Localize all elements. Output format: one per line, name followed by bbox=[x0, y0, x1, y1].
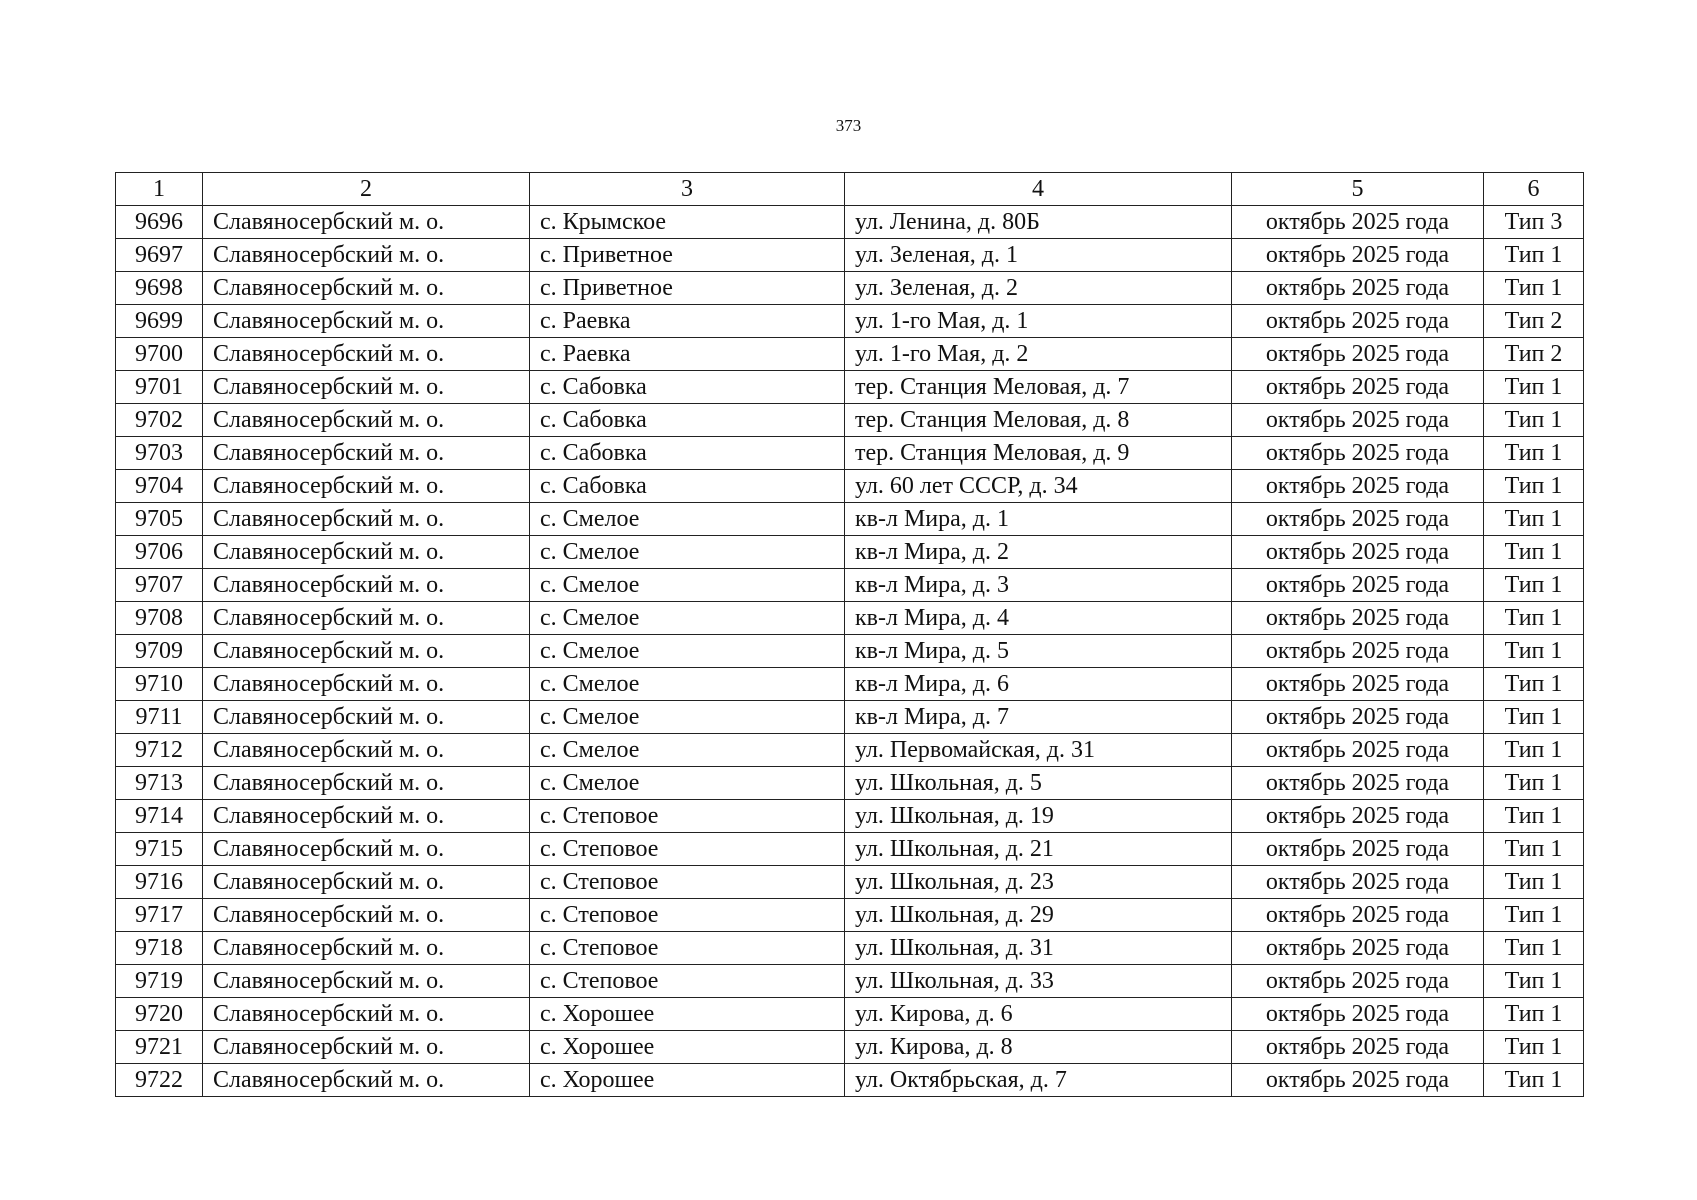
locality-cell: с. Хорошее bbox=[530, 998, 845, 1031]
row-number-cell: 9699 bbox=[116, 305, 203, 338]
address-cell: ул. 1-го Мая, д. 1 bbox=[845, 305, 1232, 338]
table-row bbox=[116, 338, 1584, 371]
row-number-cell: 9712 bbox=[116, 734, 203, 767]
table-row bbox=[116, 965, 1584, 998]
row-number-cell: 9705 bbox=[116, 503, 203, 536]
district-cell: Славяносербский м. о. bbox=[203, 1031, 530, 1064]
type-cell: Тип 1 bbox=[1484, 503, 1584, 536]
date-cell: октябрь 2025 года bbox=[1232, 338, 1484, 371]
locality-cell: с. Приветное bbox=[530, 239, 845, 272]
address-cell: тер. Станция Меловая, д. 9 bbox=[845, 437, 1232, 470]
locality-cell: с. Степовое bbox=[530, 800, 845, 833]
table-row bbox=[116, 734, 1584, 767]
table-row bbox=[116, 404, 1584, 437]
district-cell: Славяносербский м. о. bbox=[203, 470, 530, 503]
table-row bbox=[116, 701, 1584, 734]
row-number-cell: 9709 bbox=[116, 635, 203, 668]
row-number-cell: 9717 bbox=[116, 899, 203, 932]
locality-cell: с. Степовое bbox=[530, 932, 845, 965]
table-row bbox=[116, 800, 1584, 833]
locality-cell: с. Приветное bbox=[530, 272, 845, 305]
row-number-cell: 9711 bbox=[116, 701, 203, 734]
district-cell: Славяносербский м. о. bbox=[203, 602, 530, 635]
type-cell: Тип 1 bbox=[1484, 1064, 1584, 1097]
date-cell: октябрь 2025 года bbox=[1232, 305, 1484, 338]
row-number-cell: 9704 bbox=[116, 470, 203, 503]
table-row bbox=[116, 899, 1584, 932]
type-cell: Тип 1 bbox=[1484, 470, 1584, 503]
header-cell-2: 2 bbox=[203, 173, 530, 206]
type-cell: Тип 3 bbox=[1484, 206, 1584, 239]
type-cell: Тип 1 bbox=[1484, 569, 1584, 602]
district-cell: Славяносербский м. о. bbox=[203, 668, 530, 701]
table-row bbox=[116, 1031, 1584, 1064]
district-cell: Славяносербский м. о. bbox=[203, 371, 530, 404]
row-number-cell: 9722 bbox=[116, 1064, 203, 1097]
district-cell: Славяносербский м. о. bbox=[203, 206, 530, 239]
header-cell-6: 6 bbox=[1484, 173, 1584, 206]
date-cell: октябрь 2025 года bbox=[1232, 239, 1484, 272]
address-cell: ул. Зеленая, д. 1 bbox=[845, 239, 1232, 272]
locality-cell: с. Сабовка bbox=[530, 371, 845, 404]
address-cell: ул. Школьная, д. 23 bbox=[845, 866, 1232, 899]
district-cell: Славяносербский м. о. bbox=[203, 569, 530, 602]
date-cell: октябрь 2025 года bbox=[1232, 272, 1484, 305]
table-row bbox=[116, 569, 1584, 602]
date-cell: октябрь 2025 года bbox=[1232, 536, 1484, 569]
date-cell: октябрь 2025 года bbox=[1232, 734, 1484, 767]
address-cell: ул. Школьная, д. 29 bbox=[845, 899, 1232, 932]
locality-cell: с. Сабовка bbox=[530, 470, 845, 503]
row-number-cell: 9707 bbox=[116, 569, 203, 602]
locality-cell: с. Степовое bbox=[530, 833, 845, 866]
address-cell: кв-л Мира, д. 7 bbox=[845, 701, 1232, 734]
address-cell: ул. Ленина, д. 80Б bbox=[845, 206, 1232, 239]
table-row bbox=[116, 833, 1584, 866]
district-cell: Славяносербский м. о. bbox=[203, 239, 530, 272]
row-number-cell: 9700 bbox=[116, 338, 203, 371]
type-cell: Тип 2 bbox=[1484, 305, 1584, 338]
table-row bbox=[116, 503, 1584, 536]
address-cell: кв-л Мира, д. 2 bbox=[845, 536, 1232, 569]
row-number-cell: 9697 bbox=[116, 239, 203, 272]
table-row bbox=[116, 602, 1584, 635]
date-cell: октябрь 2025 года bbox=[1232, 569, 1484, 602]
row-number-cell: 9716 bbox=[116, 866, 203, 899]
district-cell: Славяносербский м. о. bbox=[203, 272, 530, 305]
locality-cell: с. Смелое bbox=[530, 767, 845, 800]
district-cell: Славяносербский м. о. bbox=[203, 1064, 530, 1097]
locality-cell: с. Сабовка bbox=[530, 437, 845, 470]
table-row bbox=[116, 866, 1584, 899]
header-row bbox=[116, 173, 1584, 206]
locality-cell: с. Смелое bbox=[530, 668, 845, 701]
address-cell: кв-л Мира, д. 4 bbox=[845, 602, 1232, 635]
type-cell: Тип 2 bbox=[1484, 338, 1584, 371]
address-cell: кв-л Мира, д. 5 bbox=[845, 635, 1232, 668]
date-cell: октябрь 2025 года bbox=[1232, 833, 1484, 866]
row-number-cell: 9701 bbox=[116, 371, 203, 404]
district-cell: Славяносербский м. о. bbox=[203, 338, 530, 371]
locality-cell: с. Сабовка bbox=[530, 404, 845, 437]
row-number-cell: 9718 bbox=[116, 932, 203, 965]
date-cell: октябрь 2025 года bbox=[1232, 932, 1484, 965]
row-number-cell: 9714 bbox=[116, 800, 203, 833]
address-cell: ул. Школьная, д. 19 bbox=[845, 800, 1232, 833]
table-row bbox=[116, 206, 1584, 239]
address-cell: ул. 60 лет СССР, д. 34 bbox=[845, 470, 1232, 503]
date-cell: октябрь 2025 года bbox=[1232, 899, 1484, 932]
row-number-cell: 9708 bbox=[116, 602, 203, 635]
locality-cell: с. Хорошее bbox=[530, 1064, 845, 1097]
table-row bbox=[116, 536, 1584, 569]
table-row bbox=[116, 272, 1584, 305]
type-cell: Тип 1 bbox=[1484, 899, 1584, 932]
row-number-cell: 9715 bbox=[116, 833, 203, 866]
address-cell: ул. Первомайская, д. 31 bbox=[845, 734, 1232, 767]
address-cell: ул. Октябрьская, д. 7 bbox=[845, 1064, 1232, 1097]
header-cell-4: 4 bbox=[845, 173, 1232, 206]
table-row bbox=[116, 437, 1584, 470]
type-cell: Тип 1 bbox=[1484, 734, 1584, 767]
type-cell: Тип 1 bbox=[1484, 998, 1584, 1031]
type-cell: Тип 1 bbox=[1484, 800, 1584, 833]
row-number-cell: 9703 bbox=[116, 437, 203, 470]
district-cell: Славяносербский м. о. bbox=[203, 833, 530, 866]
locality-cell: с. Раевка bbox=[530, 305, 845, 338]
address-cell: ул. Школьная, д. 31 bbox=[845, 932, 1232, 965]
table-body bbox=[116, 173, 1584, 1097]
row-number-cell: 9702 bbox=[116, 404, 203, 437]
date-cell: октябрь 2025 года bbox=[1232, 437, 1484, 470]
address-cell: кв-л Мира, д. 1 bbox=[845, 503, 1232, 536]
date-cell: октябрь 2025 года bbox=[1232, 371, 1484, 404]
date-cell: октябрь 2025 года bbox=[1232, 503, 1484, 536]
type-cell: Тип 1 bbox=[1484, 932, 1584, 965]
row-number-cell: 9721 bbox=[116, 1031, 203, 1064]
address-cell: ул. Кирова, д. 6 bbox=[845, 998, 1232, 1031]
district-cell: Славяносербский м. о. bbox=[203, 998, 530, 1031]
date-cell: октябрь 2025 года bbox=[1232, 668, 1484, 701]
table-row bbox=[116, 305, 1584, 338]
address-cell: тер. Станция Меловая, д. 8 bbox=[845, 404, 1232, 437]
table-row bbox=[116, 932, 1584, 965]
district-cell: Славяносербский м. о. bbox=[203, 899, 530, 932]
row-number-cell: 9713 bbox=[116, 767, 203, 800]
address-cell: кв-л Мира, д. 3 bbox=[845, 569, 1232, 602]
table-row bbox=[116, 635, 1584, 668]
date-cell: октябрь 2025 года bbox=[1232, 767, 1484, 800]
locality-cell: с. Смелое bbox=[530, 734, 845, 767]
date-cell: октябрь 2025 года bbox=[1232, 404, 1484, 437]
address-cell: ул. Кирова, д. 8 bbox=[845, 1031, 1232, 1064]
row-number-cell: 9698 bbox=[116, 272, 203, 305]
district-cell: Славяносербский м. о. bbox=[203, 404, 530, 437]
date-cell: октябрь 2025 года bbox=[1232, 965, 1484, 998]
date-cell: октябрь 2025 года bbox=[1232, 206, 1484, 239]
type-cell: Тип 1 bbox=[1484, 767, 1584, 800]
table-row bbox=[116, 998, 1584, 1031]
locality-cell: с. Смелое bbox=[530, 602, 845, 635]
table-row bbox=[116, 1064, 1584, 1097]
address-cell: ул. 1-го Мая, д. 2 bbox=[845, 338, 1232, 371]
district-cell: Славяносербский м. о. bbox=[203, 536, 530, 569]
locality-cell: с. Смелое bbox=[530, 635, 845, 668]
locality-cell: с. Смелое bbox=[530, 569, 845, 602]
locality-cell: с. Степовое bbox=[530, 866, 845, 899]
date-cell: октябрь 2025 года bbox=[1232, 635, 1484, 668]
district-cell: Славяносербский м. о. bbox=[203, 932, 530, 965]
district-cell: Славяносербский м. о. bbox=[203, 701, 530, 734]
date-cell: октябрь 2025 года bbox=[1232, 866, 1484, 899]
locality-cell: с. Смелое bbox=[530, 536, 845, 569]
date-cell: октябрь 2025 года bbox=[1232, 998, 1484, 1031]
date-cell: октябрь 2025 года bbox=[1232, 1064, 1484, 1097]
type-cell: Тип 1 bbox=[1484, 965, 1584, 998]
locality-cell: с. Хорошее bbox=[530, 1031, 845, 1064]
locality-cell: с. Смелое bbox=[530, 503, 845, 536]
type-cell: Тип 1 bbox=[1484, 668, 1584, 701]
type-cell: Тип 1 bbox=[1484, 866, 1584, 899]
row-number-cell: 9696 bbox=[116, 206, 203, 239]
type-cell: Тип 1 bbox=[1484, 404, 1584, 437]
type-cell: Тип 1 bbox=[1484, 1031, 1584, 1064]
locality-cell: с. Степовое bbox=[530, 965, 845, 998]
table-row bbox=[116, 371, 1584, 404]
address-cell: ул. Зеленая, д. 2 bbox=[845, 272, 1232, 305]
address-cell: ул. Школьная, д. 33 bbox=[845, 965, 1232, 998]
page-number: 373 bbox=[835, 116, 862, 135]
district-cell: Славяносербский м. о. bbox=[203, 305, 530, 338]
type-cell: Тип 1 bbox=[1484, 602, 1584, 635]
type-cell: Тип 1 bbox=[1484, 635, 1584, 668]
type-cell: Тип 1 bbox=[1484, 701, 1584, 734]
table-row bbox=[116, 470, 1584, 503]
header-cell-3: 3 bbox=[530, 173, 845, 206]
table-row bbox=[116, 767, 1584, 800]
district-cell: Славяносербский м. о. bbox=[203, 734, 530, 767]
type-cell: Тип 1 bbox=[1484, 239, 1584, 272]
address-cell: ул. Школьная, д. 5 bbox=[845, 767, 1232, 800]
type-cell: Тип 1 bbox=[1484, 833, 1584, 866]
row-number-cell: 9706 bbox=[116, 536, 203, 569]
date-cell: октябрь 2025 года bbox=[1232, 800, 1484, 833]
locality-cell: с. Смелое bbox=[530, 701, 845, 734]
date-cell: октябрь 2025 года bbox=[1232, 602, 1484, 635]
table-row bbox=[116, 239, 1584, 272]
type-cell: Тип 1 bbox=[1484, 272, 1584, 305]
registry-table bbox=[115, 172, 1584, 1097]
address-cell: кв-л Мира, д. 6 bbox=[845, 668, 1232, 701]
district-cell: Славяносербский м. о. bbox=[203, 635, 530, 668]
address-cell: ул. Школьная, д. 21 bbox=[845, 833, 1232, 866]
row-number-cell: 9720 bbox=[116, 998, 203, 1031]
type-cell: Тип 1 bbox=[1484, 536, 1584, 569]
district-cell: Славяносербский м. о. bbox=[203, 503, 530, 536]
type-cell: Тип 1 bbox=[1484, 437, 1584, 470]
locality-cell: с. Степовое bbox=[530, 899, 845, 932]
district-cell: Славяносербский м. о. bbox=[203, 965, 530, 998]
district-cell: Славяносербский м. о. bbox=[203, 800, 530, 833]
header-cell-1: 1 bbox=[116, 173, 203, 206]
table-row bbox=[116, 668, 1584, 701]
date-cell: октябрь 2025 года bbox=[1232, 701, 1484, 734]
locality-cell: с. Раевка bbox=[530, 338, 845, 371]
date-cell: октябрь 2025 года bbox=[1232, 1031, 1484, 1064]
district-cell: Славяносербский м. о. bbox=[203, 437, 530, 470]
type-cell: Тип 1 bbox=[1484, 371, 1584, 404]
row-number-cell: 9719 bbox=[116, 965, 203, 998]
district-cell: Славяносербский м. о. bbox=[203, 767, 530, 800]
address-cell: тер. Станция Меловая, д. 7 bbox=[845, 371, 1232, 404]
locality-cell: с. Крымское bbox=[530, 206, 845, 239]
header-cell-5: 5 bbox=[1232, 173, 1484, 206]
row-number-cell: 9710 bbox=[116, 668, 203, 701]
date-cell: октябрь 2025 года bbox=[1232, 470, 1484, 503]
district-cell: Славяносербский м. о. bbox=[203, 866, 530, 899]
